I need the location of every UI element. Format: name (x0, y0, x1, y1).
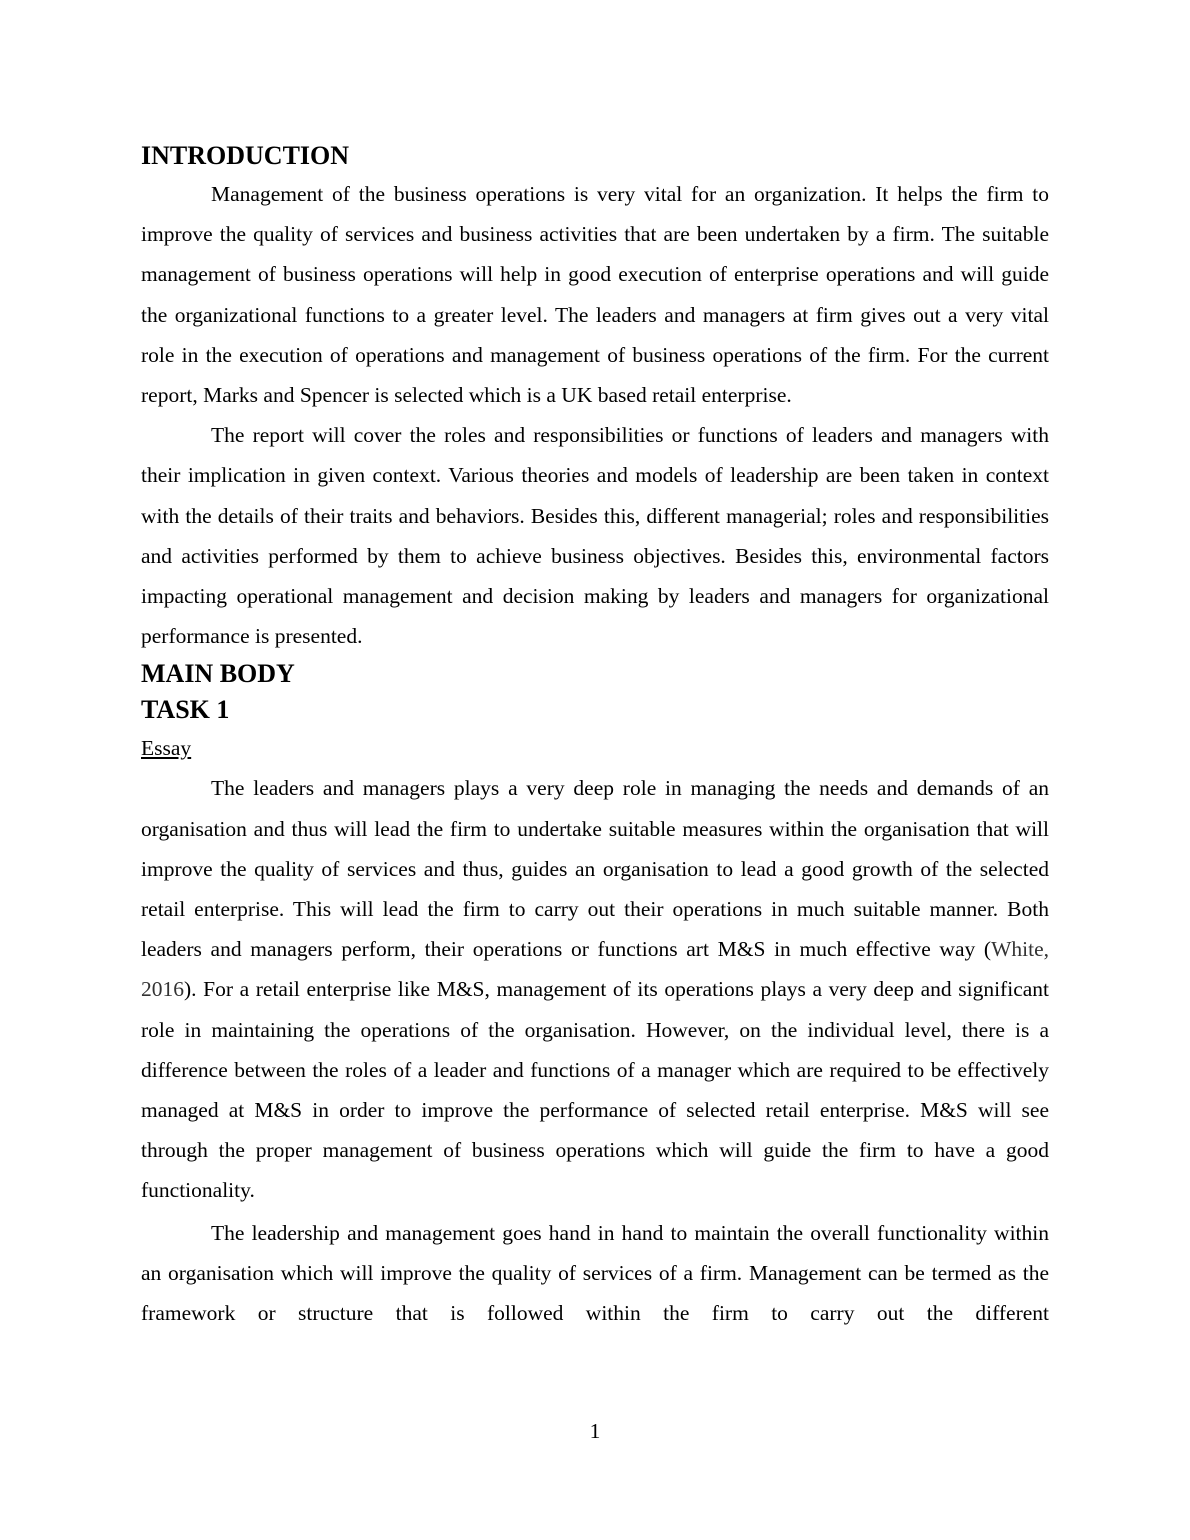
essay-paragraph-2: The leadership and management goes hand in hand to maintain the overall functionality within an organisation which will improve the quality of services of a firm. Management can be termed as the framework or structure that is followed within the firm to carry out the different (141, 1220, 1049, 1326)
essay-paragraph-1 (141, 768, 1049, 1210)
page-number: 1 (589, 1419, 601, 1443)
task-1-heading: TASK 1 (141, 695, 230, 725)
introduction-paragraph-2: The report will cover the roles and responsibilities or functions of leaders and managers with their implication in given context. Various theories and models of leadership are been taken in context with the details of their traits and behaviors. Besides this, different managerial; roles and responsibilities and activities performed by them to achieve business objectives. Besides this, environmental factors impacting operational management and decision making by leaders and managers for organizational performance is presented. (141, 423, 1049, 649)
citation: White, 2016 (141, 937, 1049, 1002)
essay-subheading: Essay (141, 736, 192, 761)
essay-paragraph-1-text-after-citation: ). For a retail enterprise like M&S, management of its operations plays a very deep and significant role in maintaining the operations of the organisation. However, on the individual level, there is a difference between the roles of a leader and functions of a manager which are required to be effectively managed at M&S in order to improve the performance of selected retail enterprise. M&S will see through the proper management of business operations which will guide the firm to have a good functionality. (141, 977, 1049, 1203)
introduction-paragraph-1: Management of the business operations is very vital for an organization. It helps the firm to improve the quality of services and business activities that are been undertaken by a firm. The suitable management of business operations will help in good execution of enterprise operations and will guide the organizational functions to a greater level. The leaders and managers at firm gives out a very vital role in the execution of operations and management of business operations of the firm. For the current report, Marks and Spencer is selected which is a UK based retail enterprise. (141, 182, 1049, 408)
essay-paragraph-1-text-before-citation: The leaders and managers plays a very deep role in managing the needs and demands of an organisation and thus will lead the firm to undertake suitable measures within the organisation that will improve the quality of services and thus, guides an organisation to lead a good growth of the selected retail enterprise. This will lead the firm to carry out their operations in much suitable manner. Both leaders and managers perform, their operations or functions art M&S in much effective way ( (141, 776, 1049, 962)
main-body-heading: MAIN BODY (141, 659, 295, 689)
page-content (141, 138, 1049, 1333)
introduction-heading: INTRODUCTION (141, 141, 350, 170)
